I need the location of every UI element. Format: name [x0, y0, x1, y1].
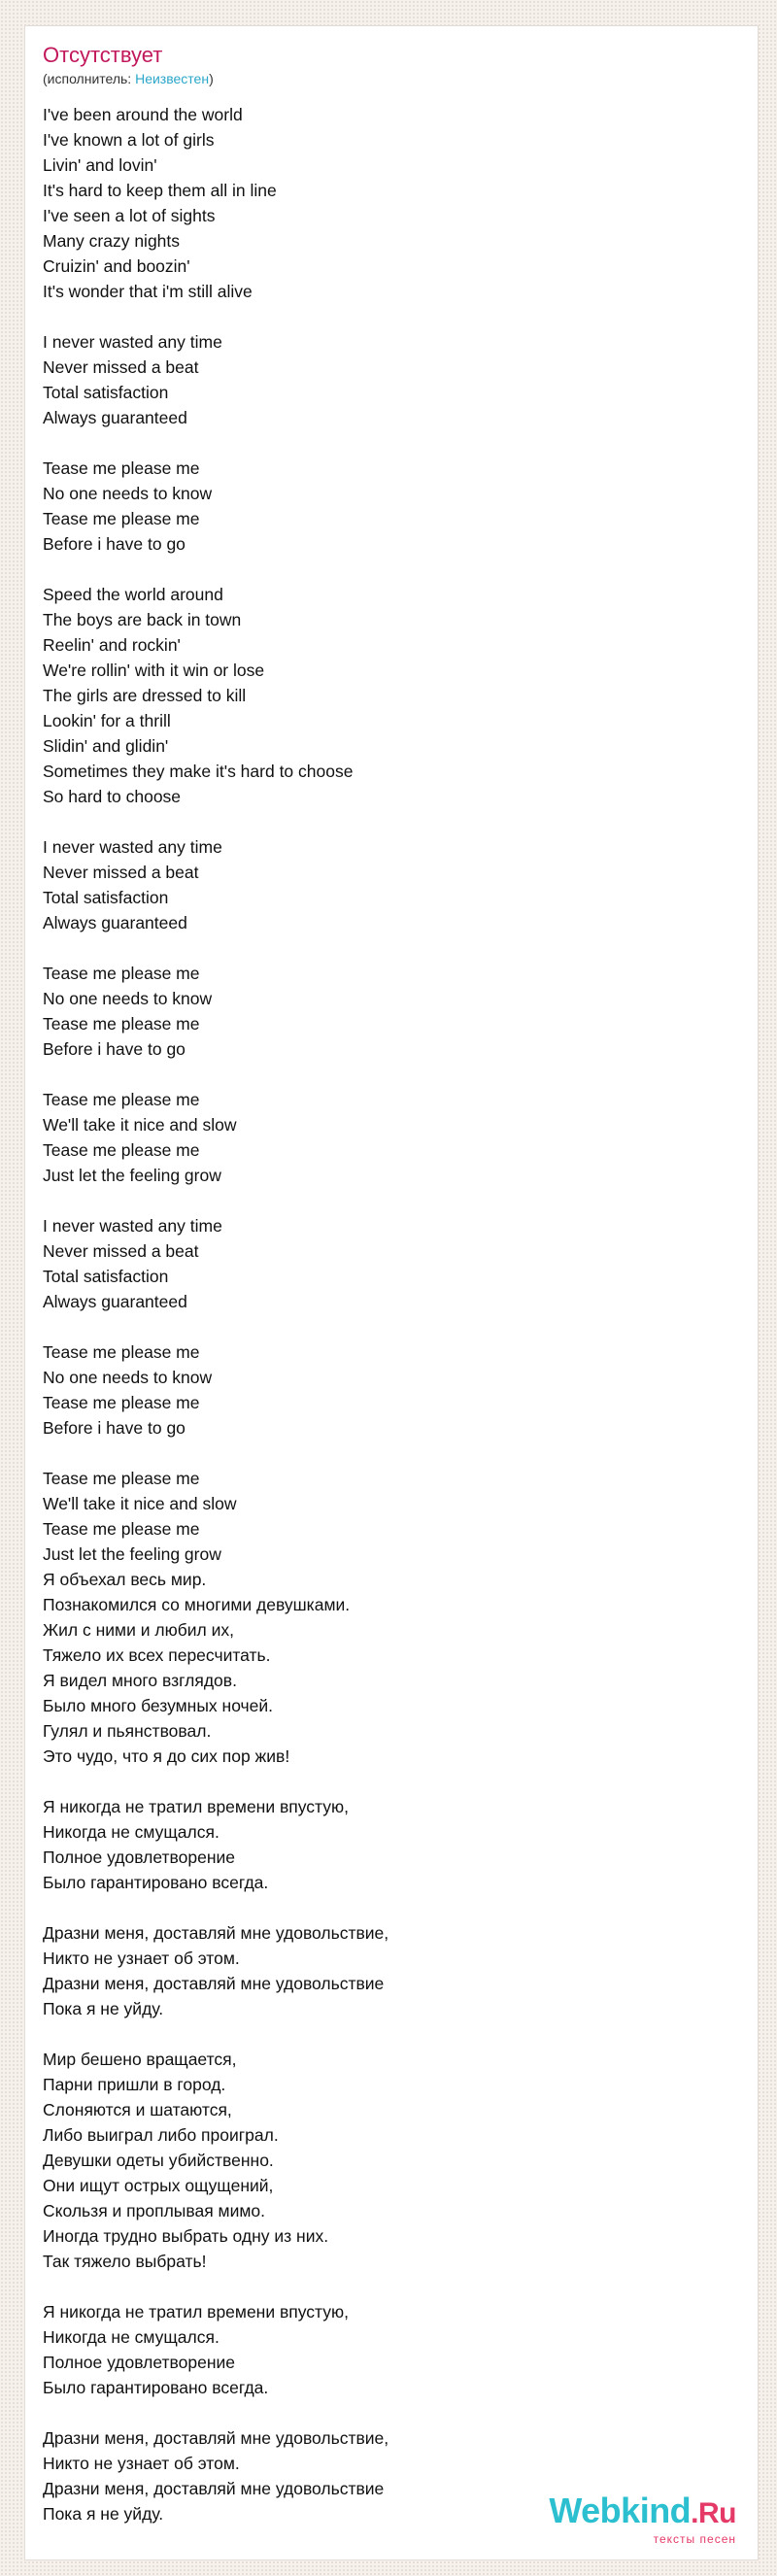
lyric-line: Никогда не смущался.: [43, 1822, 220, 1842]
lyric-line: Before i have to go: [43, 1418, 186, 1438]
lyric-line: Никто не узнает об этом.: [43, 2454, 240, 2473]
lyric-line: Speed the world around: [43, 585, 223, 604]
lyric-line: Never missed a beat: [43, 1241, 199, 1261]
lyric-line: Познакомился со многими девушками.: [43, 1595, 351, 1614]
lyric-line: The boys are back in town: [43, 610, 242, 629]
lyric-line: Reelin' and rockin': [43, 635, 181, 655]
lyric-line: Before i have to go: [43, 1039, 186, 1059]
artist-line: [43, 70, 214, 87]
lyric-blank-line: [43, 1314, 742, 1339]
lyric-line: Полное удовлетворение: [43, 2353, 235, 2372]
lyric-line: It's wonder that i'm still alive: [43, 282, 253, 301]
lyric-blank-line: [43, 304, 742, 329]
lyric-blank-line: [43, 2400, 742, 2425]
lyric-blank-line: [43, 1062, 742, 1087]
lyric-line: Always guaranteed: [43, 408, 187, 427]
lyrics-card: [24, 25, 759, 2560]
song-title: Отсутствует: [43, 43, 163, 67]
lyric-line: Иногда трудно выбрать одну из них.: [43, 2226, 329, 2246]
lyric-line: I've seen a lot of sights: [43, 206, 216, 225]
lyric-line: Tease me please me: [43, 1014, 200, 1034]
lyric-line: Just let the feeling grow: [43, 1166, 221, 1185]
lyric-line: Many crazy nights: [43, 231, 181, 251]
lyric-line: Я объехал весь мир.: [43, 1570, 207, 1589]
lyric-line: Total satisfaction: [43, 888, 169, 907]
lyric-line: Я видел много взглядов.: [43, 1671, 237, 1690]
lyric-line: Always guaranteed: [43, 1292, 187, 1311]
artist-prefix: (исполнитель:: [43, 71, 136, 86]
lyric-line: Tease me please me: [43, 964, 200, 983]
lyric-line: No one needs to know: [43, 989, 213, 1008]
lyric-line: Я никогда не тратил времени впустую,: [43, 1797, 349, 1816]
lyric-line: So hard to choose: [43, 787, 182, 806]
lyric-line: The girls are dressed to kill: [43, 686, 247, 705]
lyric-line: Always guaranteed: [43, 913, 187, 932]
logo-domain-text: .Ru: [691, 2497, 736, 2529]
webkind-logo[interactable]: [549, 2492, 736, 2546]
lyric-line: Пока я не уйду.: [43, 2504, 164, 2524]
lyric-line: I've been around the world: [43, 105, 243, 124]
lyric-line: Мир бешено вращается,: [43, 2050, 237, 2069]
lyric-line: Tease me please me: [43, 1519, 200, 1539]
lyric-line: Гулял и пьянствовал.: [43, 1721, 212, 1741]
lyric-line: Слоняются и шатаются,: [43, 2100, 232, 2119]
artist-link[interactable]: Неизвестен: [135, 71, 210, 86]
lyric-blank-line: [43, 557, 742, 582]
lyric-line: Парни пришли в город.: [43, 2075, 226, 2094]
lyric-line: Slidin' and glidin': [43, 736, 169, 756]
lyric-blank-line: [43, 1188, 742, 1213]
lyric-line: It's hard to keep them all in line: [43, 181, 277, 200]
lyric-line: Это чудо, что я до сих пор жив!: [43, 1746, 290, 1766]
logo-wordmark: [549, 2492, 736, 2532]
lyric-line: Tease me please me: [43, 1140, 200, 1160]
lyrics-body: [43, 102, 742, 2526]
lyric-line: Они ищут острых ощущений,: [43, 2176, 274, 2195]
lyric-line: Девушки одеты убийственно.: [43, 2151, 274, 2170]
lyric-line: No one needs to know: [43, 1368, 213, 1387]
lyric-line: Never missed a beat: [43, 357, 199, 377]
lyric-line: Before i have to go: [43, 534, 186, 554]
lyric-line: I never wasted any time: [43, 1216, 222, 1236]
lyric-line: We'll take it nice and slow: [43, 1115, 237, 1135]
lyric-line: Just let the feeling grow: [43, 1544, 221, 1564]
lyric-line: Дразни меня, доставляй мне удовольствие: [43, 2479, 385, 2498]
lyric-line: Tease me please me: [43, 1090, 200, 1109]
lyric-line: Lookin' for a thrill: [43, 711, 171, 730]
lyric-line: Либо выиграл либо проиграл.: [43, 2125, 279, 2145]
lyric-line: Дразни меня, доставляй мне удовольствие: [43, 1974, 385, 1993]
lyric-line: Дразни меня, доставляй мне удовольствие,: [43, 2428, 389, 2448]
lyric-line: Было гарантировано всегда.: [43, 2378, 269, 2397]
lyric-line: Я никогда не тратил времени впустую,: [43, 2302, 349, 2322]
lyric-blank-line: [43, 1441, 742, 1466]
lyric-blank-line: [43, 2274, 742, 2299]
logo-main-text: Webkind: [549, 2491, 692, 2530]
lyric-line: Пока я не уйду.: [43, 1999, 164, 2018]
lyric-line: Тяжело их всех пересчитать.: [43, 1645, 271, 1665]
lyric-line: Так тяжело выбрать!: [43, 2252, 207, 2271]
lyric-line: Никогда не смущался.: [43, 2327, 220, 2347]
lyric-line: Tease me please me: [43, 458, 200, 478]
lyric-line: Было много безумных ночей.: [43, 1696, 274, 1715]
artist-suffix: ): [209, 71, 214, 86]
lyric-line: Полное удовлетворение: [43, 1847, 235, 1867]
lyric-line: Tease me please me: [43, 1342, 200, 1362]
lyric-line: I never wasted any time: [43, 837, 222, 857]
lyric-line: Tease me please me: [43, 1393, 200, 1412]
lyric-line: Дразни меня, доставляй мне удовольствие,: [43, 1923, 389, 1943]
lyric-blank-line: [43, 1895, 742, 1920]
lyric-line: Never missed a beat: [43, 863, 199, 882]
lyric-line: Total satisfaction: [43, 1267, 169, 1286]
lyric-blank-line: [43, 809, 742, 834]
lyric-line: Никто не узнает об этом.: [43, 1949, 240, 1968]
lyric-line: Total satisfaction: [43, 383, 169, 402]
lyric-line: I never wasted any time: [43, 332, 222, 352]
lyric-blank-line: [43, 430, 742, 456]
lyric-line: Cruizin' and boozin': [43, 256, 190, 276]
lyric-line: Скользя и проплывая мимо.: [43, 2201, 265, 2220]
lyric-line: Tease me please me: [43, 509, 200, 528]
lyric-line: I've known a lot of girls: [43, 130, 215, 150]
lyric-line: We'll take it nice and slow: [43, 1494, 237, 1513]
lyric-line: Tease me please me: [43, 1469, 200, 1488]
lyric-line: We're rollin' with it win or lose: [43, 661, 265, 680]
lyric-blank-line: [43, 935, 742, 961]
lyric-line: Sometimes they make it's hard to choose: [43, 762, 354, 781]
lyric-line: Livin' and lovin': [43, 155, 157, 175]
logo-tagline: тексты песен: [653, 2532, 736, 2546]
lyric-line: Было гарантировано всегда.: [43, 1873, 269, 1892]
lyric-line: Жил с ними и любил их,: [43, 1620, 234, 1640]
lyric-line: No one needs to know: [43, 484, 213, 503]
lyric-blank-line: [43, 1769, 742, 1794]
lyric-blank-line: [43, 2021, 742, 2047]
